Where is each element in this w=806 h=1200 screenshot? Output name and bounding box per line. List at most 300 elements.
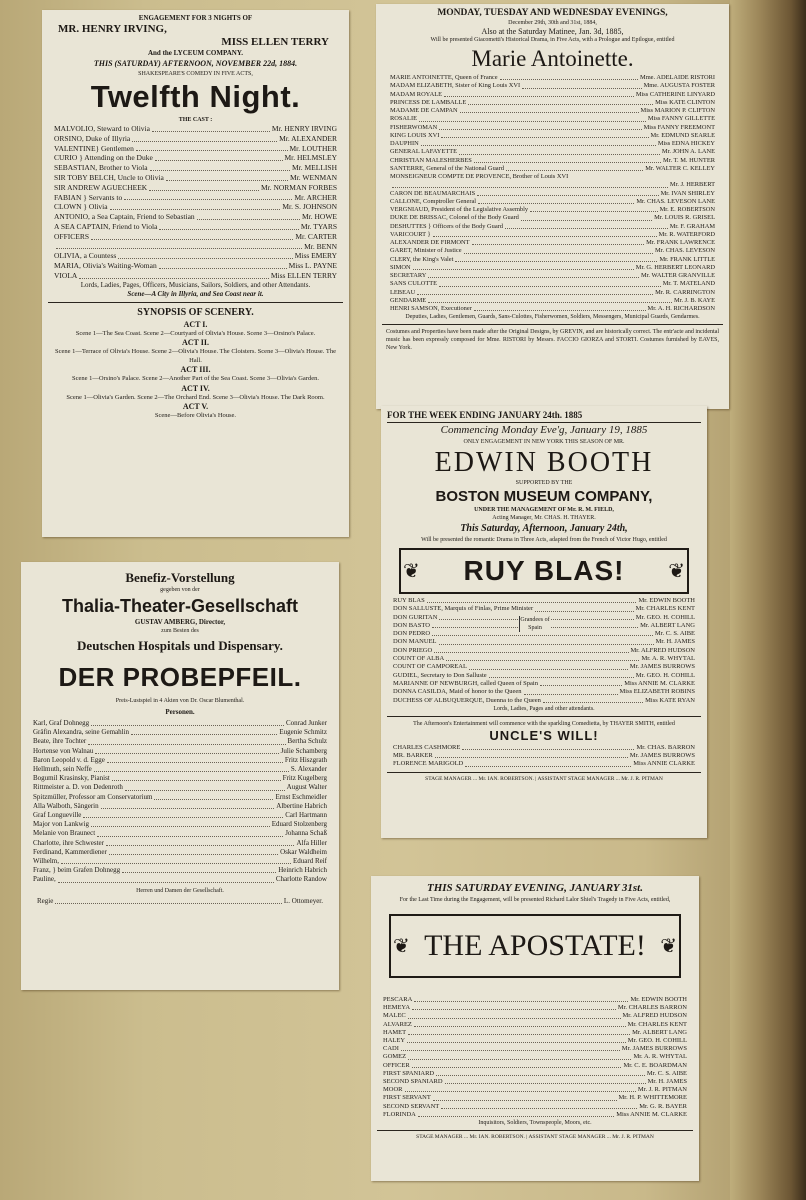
- twelfth-night-playbill: [42, 10, 349, 537]
- leader-dots: [472, 239, 645, 245]
- role-name: Pauline,: [33, 875, 56, 884]
- role-name: Gräfin Alexandra, seine Gemahlin: [33, 728, 130, 737]
- cast-row: [383, 1078, 687, 1086]
- actor-name: Mr. LOUIS R. GRISEL: [654, 214, 715, 222]
- cast-list: [387, 594, 701, 705]
- leader-dots: [150, 163, 290, 171]
- role-name: DON MANUEL: [393, 638, 437, 646]
- role-name: Rittmeister a. D. von Dedenroth: [33, 783, 123, 792]
- matinee-line: Also at the Saturday Matinee, Jan. 3d, 1885,: [481, 27, 624, 36]
- cast-row: [33, 793, 327, 802]
- cast-row: [390, 190, 715, 198]
- cast-row: [390, 124, 715, 132]
- intro-line: Will be presented the romantic Drama in Three Acts, adapted from the French of Victor Hugo, entitled: [421, 537, 667, 543]
- role-name: MONSEIGNEUR COMPTE DE PROVENCE, Brother of Louis XVI: [390, 173, 569, 180]
- role-name: VERGNIAUD, President of the Legislative Assembly: [390, 206, 529, 213]
- cast-row: [393, 760, 695, 768]
- leader-dots: [132, 134, 277, 142]
- actor-name: Mr. CARTER: [295, 231, 337, 241]
- leader-dots: [131, 728, 277, 735]
- actor-name: Mr. S. JOHNSON: [282, 202, 337, 212]
- divider: [387, 716, 701, 717]
- scene-line: Scene—A City in Illyria, and Sea Coast near it.: [127, 289, 264, 298]
- regie-label: Regie: [37, 896, 54, 905]
- cast-row: [54, 212, 337, 222]
- cast-row: [54, 124, 337, 134]
- cast-row: [54, 251, 337, 261]
- act-heading: ACT V.: [182, 402, 209, 412]
- role-name: SANS CULOTTE: [390, 280, 438, 288]
- actor-name: Mr. ALEXANDER: [279, 133, 337, 143]
- role-name: Major von Lankwig: [33, 820, 89, 829]
- only-line: ONLY ENGAGEMENT IN NEW YORK THIS SEASON OF MR.: [463, 439, 625, 445]
- actor-name: Mr. JAMES BURROWS: [621, 1045, 687, 1053]
- performance-date: THIS SATURDAY EVENING, JANUARY 31st.: [427, 882, 643, 894]
- leader-dots: [124, 193, 292, 201]
- cast-row: [33, 811, 327, 820]
- actor-name: Mr. ALBERT LANG: [632, 1028, 687, 1036]
- actor-name: Mr. JAMES BURROWS: [629, 752, 695, 760]
- actor-name: Albertine Habrich: [276, 801, 327, 810]
- cast-row: [383, 1004, 687, 1012]
- leader-dots: [460, 107, 639, 113]
- role-name: GENDARME: [390, 296, 427, 304]
- leader-dots: [112, 774, 281, 781]
- leader-dots: [405, 1086, 636, 1092]
- role-name: Spitzmüller, Professor am Conservatorium: [33, 792, 153, 801]
- cast-row: [54, 261, 337, 271]
- role-name: DON SALLUSTE, Marquis of Finlas, Prime Minister: [393, 605, 534, 613]
- role-name: HALEY: [383, 1037, 406, 1045]
- leader-dots: [91, 719, 284, 726]
- actor-name: Mr. CHARLES KENT: [627, 1020, 687, 1028]
- leader-dots: [91, 232, 293, 240]
- act-scenes: Scene 1—Terrace of Olivia's House. Scene 2—Olivia's House. The Cloisters. Scene 3—Olivia's House. The Hall.: [55, 348, 336, 364]
- extras-line: Lords, Ladies, Pages, Officers, Musicians, Sailors, Soldiers, and other Attendants.: [80, 280, 311, 289]
- role-name: VIOLA: [54, 270, 78, 280]
- leader-dots: [166, 173, 288, 181]
- role-name: ALVAREZ: [383, 1020, 412, 1028]
- actor-name: Mme. AUGUSTA FOSTER: [643, 82, 715, 90]
- act-scenes: Scene 1—Olivia's Garden. Scene 2—The Orchard End. Scene 3—Olivia's House. The Dark Room.: [66, 393, 325, 401]
- role-name: CHRISTIAN MALESHERBES: [390, 156, 472, 164]
- cast-row: [33, 857, 327, 866]
- actor-name: Mr. WALTER GRANVILLE: [640, 272, 715, 279]
- leader-dots: [118, 251, 292, 259]
- commencing-line: Commencing Monday Eve'g, January 19, 1885: [440, 424, 648, 436]
- role-name: FLORENCE MARIGOLD: [393, 760, 464, 768]
- leader-dots: [412, 1062, 622, 1068]
- leader-dots: [540, 680, 622, 686]
- leader-dots: [474, 305, 646, 311]
- star-name: EDWIN BOOTH: [434, 447, 654, 478]
- role-name: A SEA CAPTAIN, Friend to Viola: [54, 221, 158, 231]
- actor-name: August Walter: [286, 783, 327, 792]
- cast-row: [393, 688, 695, 696]
- costume-note: Costumes and Properties have been made after the Original Designs, by GREVIN, and are historically correct. The entr'acte and incidental music has been expressly composed for Mme. RISTORI by Messrs. FACCIO GIORZA and STORTI. Costumes furnished by EAVES, New York.: [386, 329, 719, 352]
- actor-name: Mr. C. S. AIBE: [654, 630, 695, 638]
- actor-name: Charlotte Randow: [275, 875, 327, 884]
- leader-dots: [122, 866, 276, 873]
- leader-dots: [464, 247, 653, 253]
- role-name: CLOWN } Olivia: [54, 202, 108, 212]
- afterpiece-title: UNCLE'S WILL!: [489, 727, 599, 743]
- evenings-line: MONDAY, TUESDAY AND WEDNESDAY EVENINGS,: [437, 8, 668, 18]
- role-name: HAMET: [383, 1028, 407, 1036]
- scroll-ornament-icon: ❦: [403, 560, 420, 583]
- cast-list: [382, 74, 723, 313]
- leader-dots: [535, 605, 633, 611]
- director-line: GUSTAV AMBERG, Director,: [134, 618, 226, 626]
- cast-row: [390, 181, 715, 189]
- cast-row: [390, 206, 715, 214]
- actor-name: Miss CATHERINE LINYARD: [635, 90, 715, 98]
- cast-row: [383, 1045, 687, 1053]
- cast-row: [390, 247, 715, 255]
- extras-line: Inquisitors, Soldiers, Townspeople, Moors, etc.: [478, 1120, 592, 1127]
- cast-row: [393, 744, 695, 752]
- leader-dots: [418, 1111, 614, 1117]
- play-title: THE APOSTATE!: [424, 929, 646, 962]
- role-name: SEBASTIAN, Brother to Viola: [54, 163, 148, 173]
- actor-name: Oskar Waldheim: [280, 847, 327, 856]
- actor-name: Miss FANNY FREEMONT: [643, 123, 715, 131]
- actor-name: Mr. F. GRAHAM: [669, 222, 715, 230]
- leader-dots: [95, 747, 278, 754]
- role-name: ALEXANDER DE FIRMONT: [390, 239, 470, 246]
- actor-name: Mr. WENMAN: [290, 172, 337, 182]
- actor-name: Mr. BENN: [304, 241, 337, 251]
- leader-dots: [428, 272, 639, 278]
- scroll-ornament-icon: ❦: [668, 560, 685, 583]
- cast-row: [54, 232, 337, 242]
- act-scenes: Scene—Before Olivia's House.: [154, 412, 237, 420]
- role-name: DON GURITAN: [393, 613, 438, 621]
- cast-row: [390, 74, 715, 82]
- leader-dots: [459, 148, 660, 154]
- synopsis-acts: [48, 320, 343, 421]
- act-heading: ACT II.: [182, 338, 209, 348]
- actor-name: Mme. ADELAIDE RISTORI: [640, 74, 715, 81]
- cast-row: [33, 728, 327, 737]
- role-name: MADAM ROYALE: [390, 90, 443, 98]
- grandees-label: Grandees of Spain: [520, 617, 550, 631]
- leader-dots: [197, 212, 300, 220]
- cast-row: [33, 829, 327, 838]
- role-name: DESHUTTES } Officers of the Body Guard: [390, 222, 503, 230]
- leader-dots: [107, 756, 283, 763]
- leader-dots: [79, 271, 269, 279]
- actor-name: Ernst Eschmeidler: [275, 792, 327, 801]
- leader-dots: [83, 811, 283, 818]
- week-line: FOR THE WEEK ENDING JANUARY 24th. 1885: [387, 409, 701, 423]
- leader-dots: [58, 875, 274, 882]
- act-heading: ACT I.: [183, 319, 208, 329]
- cast-row: [383, 1037, 687, 1045]
- cast-row: [390, 107, 715, 115]
- divider: [48, 302, 343, 303]
- december-dates: December 29th, 30th and 31st, 1884,: [508, 20, 597, 26]
- leader-dots: [408, 1012, 621, 1018]
- actor-name: Mr. CHAS. BARRON: [636, 743, 695, 751]
- role-name: COUNT OF ALBA: [393, 655, 445, 663]
- leader-dots: [407, 1037, 626, 1043]
- leader-dots: [434, 647, 628, 653]
- actor-name: Mr. CHARLES BARRON: [617, 1004, 687, 1012]
- actor-name: Mr. E. ROBERTSON: [659, 206, 715, 213]
- leader-dots: [154, 793, 273, 800]
- act-heading: ACT III.: [180, 365, 211, 375]
- cast-row: [383, 1086, 687, 1094]
- leader-dots: [97, 829, 283, 836]
- role-name: MARIE ANTOINETTE, Queen of France: [390, 74, 498, 81]
- role-name: CARON DE BEAUMARCHAIS: [390, 189, 476, 197]
- persons-heading: Personen.: [165, 708, 195, 716]
- actor-name: Mr. R. CARRINGTON: [655, 288, 715, 296]
- synopsis-heading: SYNOPSIS OF SCENERY.: [137, 306, 254, 318]
- role-name: DON BASTO: [393, 621, 430, 629]
- company-name: BOSTON MUSEUM COMPANY,: [435, 488, 653, 505]
- extras-line: Deputies, Ladies, Gentlemen, Guards, Sans-Culottes, Fisherwomen, Soldiers, Messengers, Municipal Guards, Gendarmes.: [405, 314, 700, 321]
- management-line: UNDER THE MANAGEMENT OF Mr. R. M. FIELD,: [474, 507, 614, 513]
- cast-row: [393, 663, 695, 671]
- actor-name: Fritz Kugelberg: [282, 774, 327, 783]
- leader-dots: [421, 140, 656, 146]
- star-irving: MR. HENRY IRVING,: [58, 23, 167, 35]
- role-name: OFFICERS: [54, 231, 90, 241]
- role-name: Baron Leopold v. d. Egge: [33, 755, 105, 764]
- role-name: DAUPHIN: [390, 140, 419, 147]
- cast-row: [54, 173, 337, 183]
- regie-name: L. Ottomeyer.: [283, 896, 323, 905]
- role-name: ANTONIO, a Sea Captain, Friend to Sebastian: [54, 212, 195, 222]
- role-name: MALEC: [383, 1012, 406, 1020]
- leader-dots: [543, 697, 643, 703]
- actor-name: Miss KATE RYAN: [645, 696, 695, 704]
- role-name: SECRETARY: [390, 272, 427, 279]
- role-name: SIMON: [390, 263, 411, 271]
- actor-name: Mr. TYARS: [300, 221, 337, 231]
- cast-row: [390, 132, 715, 140]
- role-name: FIRST SPANIARD: [383, 1069, 435, 1077]
- role-name: GOMEZ: [383, 1053, 407, 1061]
- actor-name: Mr. J. HERBERT: [669, 181, 715, 189]
- role-name: HEMEYA: [383, 1004, 411, 1012]
- cast-row: [54, 222, 337, 232]
- role-name: SANTERRE, General of the National Guard: [390, 164, 504, 172]
- role-name: GARET, Minister of Justice: [390, 247, 462, 255]
- cast-row: [54, 153, 337, 163]
- leader-dots: [414, 996, 628, 1002]
- actor-name: Conrad Junker: [285, 719, 327, 727]
- role-name: MARIA, Olivia's Waiting-Woman: [54, 261, 157, 271]
- leader-dots: [478, 198, 634, 204]
- actor-name: Johanna Schaß: [285, 829, 327, 838]
- leader-dots: [88, 737, 285, 744]
- cast-row: [390, 82, 715, 90]
- role-name: CURIO } Attending on the Duke: [54, 153, 153, 163]
- actor-name: Bertha Schulz: [287, 737, 327, 746]
- actor-name: Miss ANNIE M. CLARKE: [624, 679, 695, 687]
- play-title: RUY BLAS!: [463, 555, 625, 586]
- leader-dots: [455, 256, 657, 262]
- cast-row: [383, 1029, 687, 1037]
- role-name: DUCHESS OF ALBUQUERQUE, Duenna to the Queen: [393, 696, 541, 704]
- company-line: And the LYCEUM COMPANY.: [147, 49, 244, 57]
- actor-name: Mr. JOHN A. LANE: [661, 148, 715, 156]
- role-name: GENERAL LAFAYETTE: [390, 148, 458, 156]
- role-name: Beate, ihre Tochter: [33, 737, 87, 746]
- actor-name: Mr. HELMSLEY: [284, 153, 337, 163]
- cast-row: [383, 1012, 687, 1020]
- ruy-blas-playbill: [381, 406, 707, 838]
- role-name: FIRST SERVANT: [383, 1094, 431, 1102]
- leader-dots: [414, 1021, 626, 1027]
- cast-row: [383, 1094, 687, 1102]
- role-name: Melanie von Braunect: [33, 829, 96, 838]
- leader-dots: [444, 91, 634, 97]
- cast-row: [390, 231, 715, 239]
- actor-name: Alfa Hiller: [296, 838, 327, 847]
- role-name: SIR TOBY BELCH, Uncle to Olivia: [54, 172, 164, 182]
- role-name: FABIAN } Servants to: [54, 192, 123, 202]
- leader-dots: [408, 1053, 631, 1059]
- divider: [387, 772, 701, 773]
- role-name: Wilhelm,: [33, 857, 59, 866]
- cast-row: [54, 183, 337, 193]
- role-name: KING LOUIS XVI: [390, 131, 440, 139]
- role-name: VALENTINE} Gentlemen: [54, 143, 134, 153]
- cast-row: [33, 719, 327, 728]
- cast-row: [54, 134, 337, 144]
- role-name: OFFICER: [383, 1061, 410, 1069]
- leader-dots: [408, 1029, 630, 1035]
- cast-row: [393, 647, 695, 655]
- supported-line: SUPPORTED BY THE: [515, 480, 573, 486]
- genre-line: SHAKESPEARE'S COMEDY IN FIVE ACTS,: [138, 71, 253, 77]
- leader-dots: [136, 144, 288, 152]
- leader-dots: [110, 202, 281, 210]
- cast-row: [390, 198, 715, 206]
- leader-dots: [530, 206, 658, 212]
- play-title: DER PROBEPFEIL.: [58, 662, 302, 692]
- cast-row: [390, 305, 715, 313]
- role-name: DONNA CASILDA, Maid of honor to the Queen: [393, 688, 522, 696]
- actor-name: Julie Schamberg: [280, 746, 327, 755]
- role-name: SECOND SPANIARD: [383, 1078, 443, 1086]
- actor-name: Mr. ALFRED HUDSON: [630, 646, 695, 654]
- role-name: MALVOLIO, Steward to Olivia: [54, 124, 150, 133]
- leader-dots: [436, 1070, 645, 1076]
- leader-dots: [433, 1094, 617, 1100]
- cast-list: [377, 978, 693, 1119]
- leader-dots: [468, 99, 653, 105]
- actor-name: Miss FANNY GILLETTE: [647, 115, 715, 123]
- leader-dots: [435, 752, 628, 758]
- company-name: Thalia-Theater-Gesellschaft: [61, 596, 299, 616]
- role-name: MOOR: [383, 1086, 403, 1094]
- leader-dots: [159, 222, 298, 230]
- role-name: OLIVIA, a Countess: [54, 251, 117, 261]
- leader-dots: [445, 1078, 646, 1084]
- cast-row: [390, 165, 715, 173]
- actor-name: Carl Hartmann: [285, 811, 327, 820]
- leader-dots: [446, 655, 639, 661]
- regie-row: [27, 897, 333, 906]
- star-terry: MISS ELLEN TERRY: [221, 36, 329, 48]
- cast-row: [390, 140, 715, 148]
- leader-dots: [439, 124, 641, 130]
- cast-row: [33, 737, 327, 746]
- extras-line: Lords, Ladies, Pages and other attendants.: [493, 705, 595, 712]
- leader-dots: [109, 848, 278, 855]
- cast-row: [393, 655, 695, 663]
- leader-dots: [465, 760, 631, 766]
- cast-row: [383, 1021, 687, 1029]
- leader-dots: [56, 242, 302, 250]
- cast-row: [54, 271, 337, 281]
- cast-row: [390, 223, 715, 231]
- benefit-heading: Benefiz-Vorstellung: [125, 570, 235, 585]
- actor-name: Miss ELLEN TERRY: [270, 270, 337, 280]
- cast-row: [390, 289, 715, 297]
- role-name: Karl, Graf Dohnegg: [33, 719, 90, 727]
- leader-dots: [522, 82, 642, 88]
- actor-name: Eduard Reif: [292, 857, 327, 866]
- cast-row: [390, 214, 715, 222]
- divider: [377, 1130, 693, 1131]
- actor-name: Mr. GEO. H. COHILL: [635, 671, 695, 679]
- cast-row: [33, 875, 327, 884]
- actor-name: Mr. H. JAMES: [647, 1078, 687, 1086]
- cast-heading: THE CAST :: [178, 117, 213, 123]
- thalia-playbill: [21, 562, 339, 990]
- role-name: SECOND SERVANT: [383, 1102, 440, 1110]
- actor-name: Mr. NORMAN FORBES: [260, 182, 337, 192]
- leader-dots: [106, 839, 295, 846]
- for-line: zum Besten des: [161, 628, 199, 634]
- cast-row: [383, 996, 687, 1004]
- marie-antoinette-playbill: [376, 4, 729, 409]
- leader-dots: [439, 280, 661, 286]
- cast-row: [390, 157, 715, 165]
- cast-row: [393, 672, 695, 680]
- intro-line: Will be presented Giacometti's Historical Drama, in Five Acts, with a Prologue and Epilogue, entitled: [430, 37, 675, 43]
- leader-dots: [61, 857, 291, 864]
- actor-name: Mr. GEO. H. COHILL: [635, 613, 695, 621]
- divider: [382, 324, 723, 325]
- act-heading: ACT IV.: [181, 383, 210, 393]
- leader-dots: [462, 744, 634, 750]
- actor-name: Miss KATE CLINTON: [655, 98, 715, 106]
- actor-name: Mr. CHAS. LEVESON LANE: [636, 197, 715, 205]
- scroll-ornament-icon: ❦: [393, 935, 410, 958]
- leader-dots: [419, 115, 646, 121]
- leader-dots: [91, 820, 270, 827]
- leader-dots: [412, 1004, 616, 1010]
- actor-name: Mr. CHAS. LEVESON: [654, 247, 715, 255]
- actor-name: Miss EDNA HICKEY: [657, 140, 715, 147]
- scroll-ornament-icon: ❦: [660, 935, 677, 958]
- role-name: ROSALIE: [390, 115, 417, 123]
- cast-row: [33, 802, 327, 811]
- subtitle-line: Preis-Lustspiel in 4 Akten von Dr. Oscar Blumenthal.: [115, 698, 245, 704]
- leader-dots: [505, 223, 668, 229]
- role-name: VARICOURT }: [390, 230, 431, 238]
- hospital-line: Deutschen Hospitals und Dispensary.: [77, 638, 283, 653]
- role-name: SIR ANDREW AGUECHEEK: [54, 182, 148, 192]
- actor-name: Mr. H. P. WHITTEMORE: [618, 1094, 687, 1102]
